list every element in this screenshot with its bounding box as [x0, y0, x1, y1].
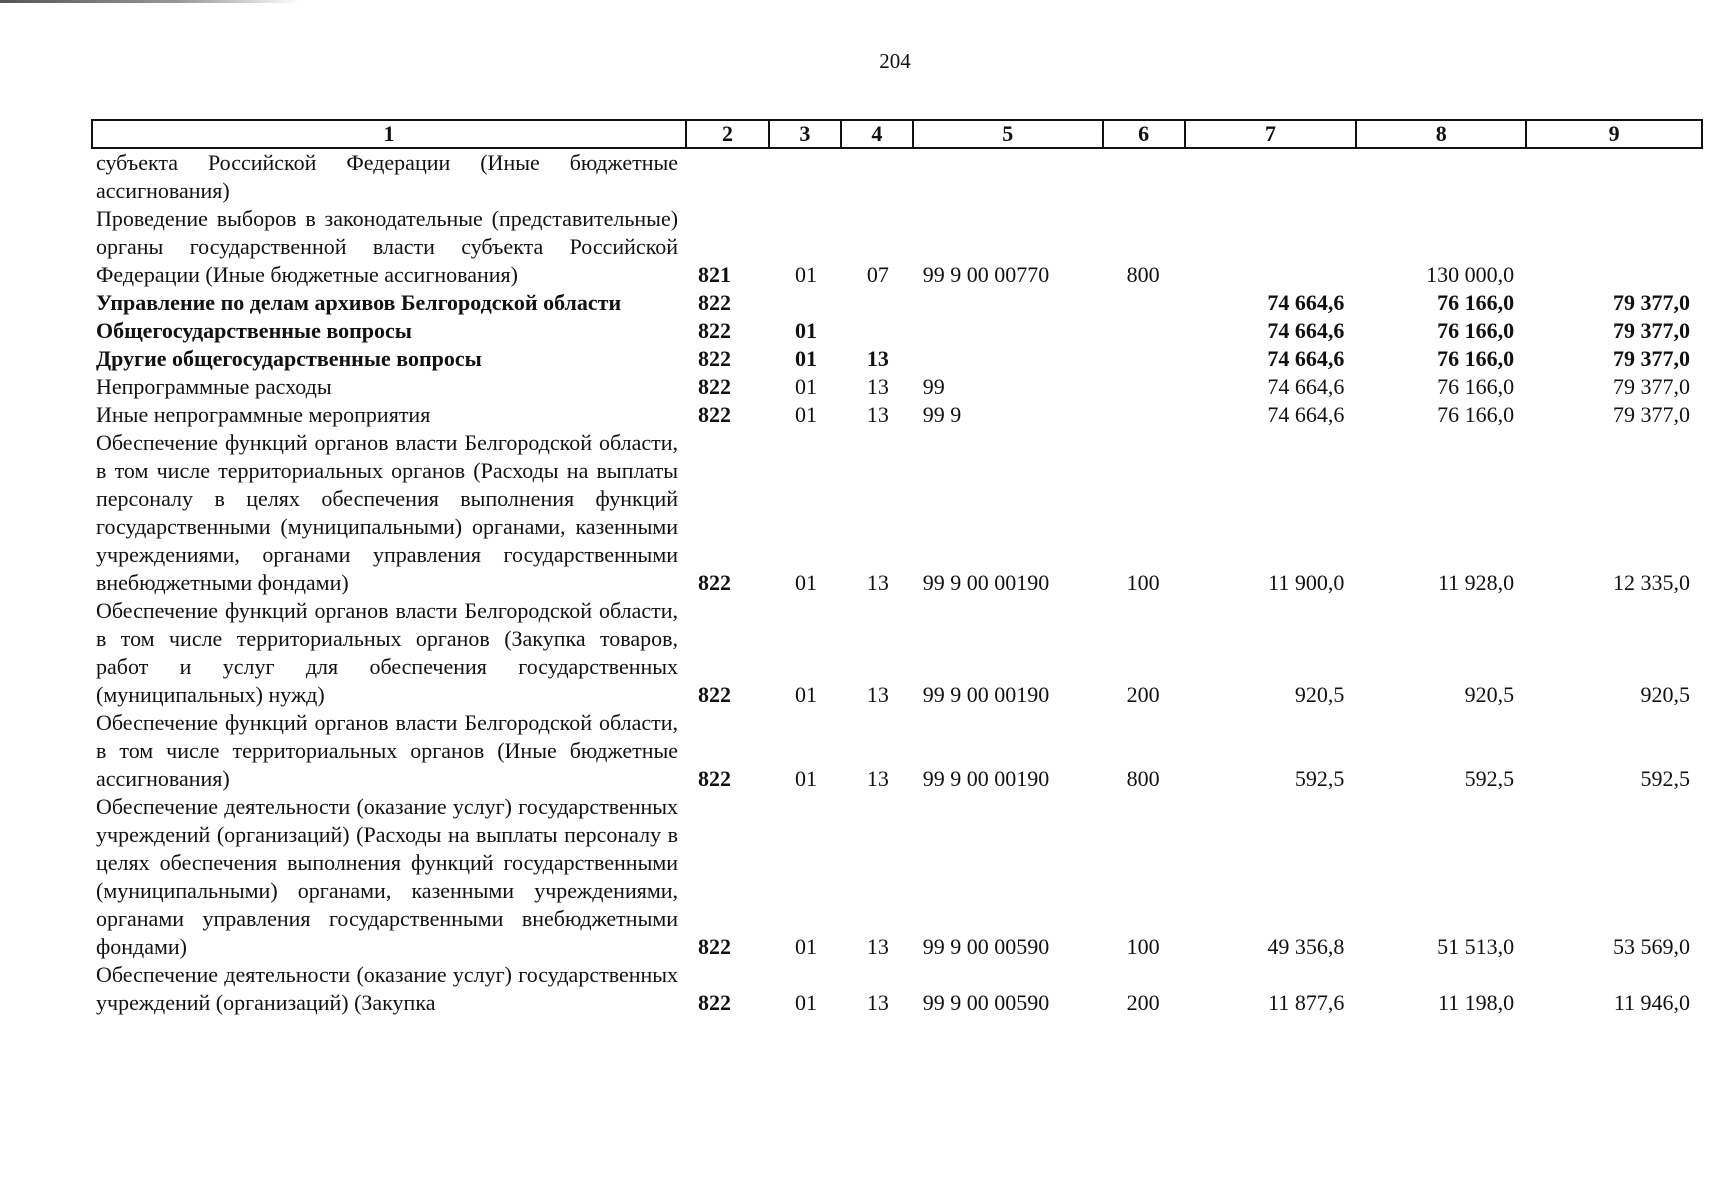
cell-subsection	[841, 317, 913, 345]
row-name: Иные непрограммные мероприятия	[96, 402, 431, 427]
cell-amount-col-7: 74 664,6	[1267, 290, 1345, 315]
cell-subsection: 13	[866, 402, 889, 427]
cell-subsection: 13	[866, 570, 889, 595]
cell-amount-col-8: 51 513,0	[1437, 934, 1515, 959]
header-row	[92, 120, 1702, 148]
cell-subsection: 13	[866, 934, 889, 959]
cell-subsection: 13	[866, 374, 889, 399]
cell-grbs: 821	[698, 262, 732, 287]
cell-amount-col-7: 74 664,6	[1267, 346, 1345, 371]
cell-grbs: 822	[698, 402, 732, 427]
cell-amount-col-9: 12 335,0	[1613, 570, 1690, 595]
cell-amount-col-8: 592,5	[1464, 766, 1515, 791]
cell-amount-col-9: 79 377,0	[1613, 318, 1690, 343]
cell-amount-col-9: 79 377,0	[1613, 346, 1690, 371]
cell-grbs: 822	[698, 290, 732, 315]
cell-amount-col-9: 79 377,0	[1613, 374, 1690, 399]
row-name: Управление по делам архивов Белгородской области	[96, 290, 622, 315]
cell-amount-col-9: 592,5	[1640, 766, 1690, 791]
row-name: Обеспечение деятельности (оказание услуг) государственных учреждений (организаций) (Расходы на выплаты персоналу в целях обеспечения выполнения функций государственными (муниципальными) органами, казенными учреждениями, органами управления государственными внебюджетными фондами)	[96, 794, 679, 959]
cell-amount-col-9: 79 377,0	[1613, 402, 1690, 427]
cell-expense-type: 800	[1126, 262, 1160, 287]
cell-target-article: 99 9	[922, 402, 962, 427]
cell-grbs: 822	[698, 682, 732, 707]
cell-subsection: 13	[866, 766, 889, 791]
cell-amount-col-7	[1185, 205, 1357, 289]
table-row	[92, 961, 1702, 1017]
cell-expense-type	[1103, 289, 1185, 317]
table-row	[92, 205, 1702, 289]
cell-section: 01	[794, 346, 817, 371]
cell-expense-type	[1103, 345, 1185, 373]
cell-subsection	[841, 289, 913, 317]
cell-section	[769, 148, 841, 205]
cell-subsection	[841, 148, 913, 205]
cell-target-article: 99 9 00 00190	[922, 682, 1050, 707]
cell-grbs: 822	[698, 766, 732, 791]
cell-amount-col-8: 920,5	[1464, 682, 1515, 707]
cell-section: 01	[794, 766, 817, 791]
cell-target-article	[913, 345, 1103, 373]
row-name: Обеспечение деятельности (оказание услуг) государственных учреждений (организаций) (Закупка	[96, 962, 679, 1015]
cell-section	[769, 289, 841, 317]
cell-section: 01	[794, 934, 817, 959]
row-name: Непрограммные расходы	[96, 374, 332, 399]
cell-amount-col-7: 11 900,0	[1268, 570, 1345, 595]
row-name: Общегосударственные вопросы	[96, 318, 412, 343]
cell-grbs: 822	[698, 570, 732, 595]
cell-target-article: 99 9 00 00590	[922, 990, 1050, 1015]
cell-amount-col-9: 53 569,0	[1613, 934, 1690, 959]
cell-amount-col-8: 11 928,0	[1437, 570, 1515, 595]
cell-amount-col-7: 74 664,6	[1267, 318, 1345, 343]
cell-grbs: 822	[698, 374, 732, 399]
cell-expense-type	[1103, 317, 1185, 345]
cell-expense-type	[1103, 373, 1185, 401]
cell-subsection: 13	[866, 682, 889, 707]
cell-amount-col-7: 920,5	[1294, 682, 1345, 707]
column-header-5: 5	[913, 120, 1103, 148]
cell-amount-col-9: 11 946,0	[1613, 990, 1690, 1015]
table-row	[92, 345, 1702, 373]
cell-amount-col-8: 76 166,0	[1437, 318, 1515, 343]
row-name: Проведение выборов в законодательные (представительные) органы государственной власти субъекта Российской Федерации (Иные бюджетные ассигнования)	[96, 206, 679, 287]
table-row	[92, 597, 1702, 709]
cell-expense-type	[1103, 148, 1185, 205]
cell-amount-col-9: 920,5	[1640, 682, 1690, 707]
table-row	[92, 793, 1702, 961]
row-name: Обеспечение функций органов власти Белгородской области, в том числе территориальных органов (Закупка товаров, работ и услуг для обеспечения государственных (муниципальных) нужд)	[96, 598, 679, 707]
cell-amount-col-7: 74 664,6	[1267, 374, 1345, 399]
table-row	[92, 289, 1702, 317]
budget-table	[91, 119, 1703, 1017]
cell-amount-col-8: 76 166,0	[1437, 402, 1515, 427]
cell-expense-type: 200	[1126, 682, 1160, 707]
column-header-8: 8	[1356, 120, 1526, 148]
cell-target-article: 99 9 00 00770	[922, 262, 1050, 287]
table-row	[92, 709, 1702, 793]
cell-target-article	[913, 317, 1103, 345]
column-header-9: 9	[1526, 120, 1702, 148]
cell-amount-col-9: 79 377,0	[1613, 290, 1690, 315]
table-row	[92, 401, 1702, 429]
cell-subsection: 13	[866, 346, 889, 371]
cell-subsection: 07	[866, 262, 889, 287]
cell-target-article: 99 9 00 00190	[922, 766, 1050, 791]
page-number: 204	[879, 49, 911, 73]
cell-amount-col-8: 11 198,0	[1437, 990, 1515, 1015]
cell-target-article: 99	[922, 374, 945, 399]
cell-grbs: 822	[698, 318, 732, 343]
cell-expense-type: 100	[1126, 570, 1160, 595]
cell-grbs: 822	[698, 990, 732, 1015]
row-name: субъекта Российской Федерации (Иные бюджетные ассигнования)	[96, 150, 679, 203]
cell-section: 01	[794, 262, 817, 287]
cell-expense-type	[1103, 401, 1185, 429]
column-header-7: 7	[1185, 120, 1357, 148]
cell-section: 01	[794, 402, 817, 427]
cell-amount-col-8: 76 166,0	[1437, 290, 1515, 315]
cell-target-article: 99 9 00 00590	[922, 934, 1050, 959]
cell-expense-type: 100	[1126, 934, 1160, 959]
cell-amount-col-7: 11 877,6	[1268, 990, 1345, 1015]
column-header-4: 4	[841, 120, 913, 148]
cell-amount-col-9	[1526, 148, 1702, 205]
column-header-1: 1	[92, 120, 686, 148]
cell-target-article: 99 9 00 00190	[922, 570, 1050, 595]
cell-section: 01	[794, 318, 817, 343]
cell-grbs: 822	[698, 346, 732, 371]
table-row	[92, 317, 1702, 345]
cell-expense-type: 200	[1126, 990, 1160, 1015]
cell-amount-col-8: 130 000,0	[1426, 262, 1515, 287]
cell-amount-col-8	[1356, 148, 1526, 205]
cell-target-article	[913, 148, 1103, 205]
scan-edge-artifact	[0, 0, 300, 3]
cell-grbs	[686, 148, 769, 205]
table-row	[92, 429, 1702, 597]
cell-section: 01	[794, 990, 817, 1015]
cell-section: 01	[794, 570, 817, 595]
cell-amount-col-9	[1526, 205, 1702, 289]
table-row	[92, 148, 1702, 205]
column-header-2: 2	[686, 120, 769, 148]
table-row	[92, 373, 1702, 401]
cell-amount-col-7	[1185, 148, 1357, 205]
cell-amount-col-8: 76 166,0	[1437, 346, 1515, 371]
cell-section: 01	[794, 374, 817, 399]
row-name: Обеспечение функций органов власти Белгородской области, в том числе территориальных органов (Расходы на выплаты персоналу в целях обеспечения выполнения функций государственными (муниципальными) органами, казенными учреждениями, органами управления государственными внебюджетными фондами)	[96, 430, 679, 595]
row-name: Обеспечение функций органов власти Белгородской области, в том числе территориальных органов (Иные бюджетные ассигнования)	[96, 710, 679, 791]
cell-subsection: 13	[866, 990, 889, 1015]
cell-grbs: 822	[698, 934, 732, 959]
column-header-3: 3	[769, 120, 841, 148]
cell-target-article	[913, 289, 1103, 317]
cell-amount-col-7: 49 356,8	[1267, 934, 1345, 959]
cell-expense-type: 800	[1126, 766, 1160, 791]
cell-amount-col-7: 74 664,6	[1267, 402, 1345, 427]
column-header-6: 6	[1103, 120, 1185, 148]
row-name: Другие общегосударственные вопросы	[96, 346, 482, 371]
cell-amount-col-7: 592,5	[1294, 766, 1345, 791]
table-body	[92, 148, 1702, 1017]
cell-section: 01	[794, 682, 817, 707]
cell-amount-col-8: 76 166,0	[1437, 374, 1515, 399]
